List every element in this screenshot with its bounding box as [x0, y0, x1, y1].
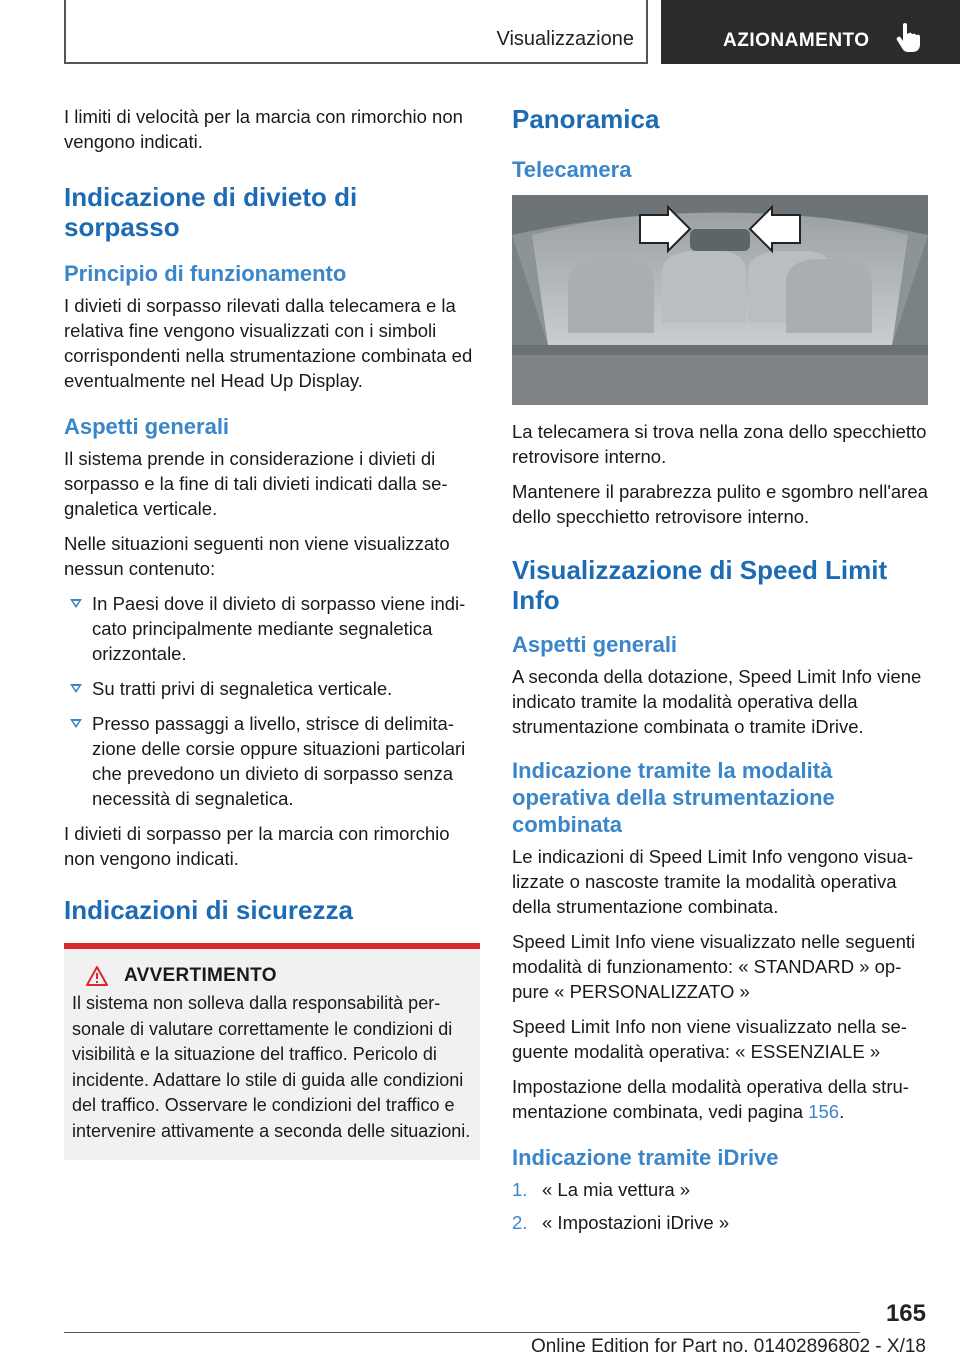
list-item: 2. « Impostazioni iDrive »: [512, 1212, 730, 1233]
warning-title: AVVERTIMENTO: [124, 965, 277, 986]
trailer-paragraph: I divieti di sorpasso per la marcia con rimorchio non vengono indicati.: [64, 823, 450, 869]
camera-clean-paragraph: Mantenere il parabrezza pulito e sgombro nell'area dello specchietto retrovisore interno.: [512, 481, 928, 527]
general-paragraph-right: A seconda della dotazione, Speed Limit Info viene indicato tramite la modalità operativa della strumentazione combinata o tramite iDrive.: [512, 666, 922, 737]
mode-paragraph-1: Le indicazioni di Speed Limit Info vengono visualizzate o nascoste tramite la modalità operativa della strumentazione combinata.: [512, 846, 914, 917]
warning-box: [64, 943, 480, 1160]
heading-mode: Indicazione tramite la modalità operativa della strumentazione combinata: [512, 758, 835, 837]
heading-safety: Indicazioni di sicurezza: [64, 895, 353, 925]
heading-speed-limit: Visualizzazione di Speed Limit Info: [512, 555, 888, 615]
camera-location-paragraph: La telecamera si trova nella zona dello specchietto retrovisore interno.: [512, 421, 927, 467]
triangle-bullet-icon: [70, 719, 82, 728]
page-number: 165: [885, 1300, 926, 1327]
heading-overtaking: Indicazione di divieto di sorpasso: [64, 182, 358, 242]
heading-camera: Telecamera: [512, 157, 632, 182]
heading-general-right: Aspetti generali: [512, 632, 678, 657]
warning-header: [72, 965, 472, 987]
mode-paragraph-3: Speed Limit Info non viene visualizzato nella seguente modalità operativa: « ESSENZIALE »: [512, 1016, 907, 1062]
warning-text: Il sistema non solleva dalla responsabilità personale di valutare correttamente le condizioni di visibilità e la situazione del traffico. Pericolo di incidente. Adattare lo stile di guida alle condizioni del traffico. Osservare le condizioni del traffico e intervenire attivamente a seconda delle situazioni.: [72, 993, 471, 1141]
list-item: 1. « La mia vettura »: [512, 1179, 691, 1200]
right-column: [512, 104, 928, 1243]
triangle-bullet-icon: [70, 599, 82, 608]
triangle-bullet-icon: [70, 684, 82, 693]
header-chapter-label: AZIONAMENTO: [723, 30, 870, 51]
general-paragraph-left: Il sistema prende in considerazione i divieti di sorpasso e la fine di tali divieti indicati dalla segnaletica verticale.: [64, 448, 448, 519]
list-item: Presso passaggi a livello, strisce di delimitazione delle corsie oppure situazioni particolari che prevedono un divieto di sorpasso senza necessità di segnaletica.: [64, 711, 480, 811]
heading-overview: Panoramica: [512, 104, 660, 134]
pointing-hand-icon: [895, 22, 921, 52]
page-link[interactable]: 156: [808, 1101, 840, 1122]
list-item: In Paesi dove il divieto di sorpasso viene indicato principalmente mediante segnaletica orizzontale.: [64, 591, 480, 666]
mode-paragraph-2: Speed Limit Info viene visualizzato nelle seguenti modalità di funzionamento: « STANDARD » oppure « PERSONALIZZATO »: [512, 931, 916, 1002]
header-frame: [64, 0, 648, 64]
footer-divider: [64, 1332, 860, 1333]
footer-edition: Online Edition for Part no. 01402896802 - X/18: [530, 1336, 926, 1357]
intro-paragraph: I limiti di velocità per la marcia con rimorchio non vengono indicati.: [64, 106, 463, 152]
idrive-steps: [512, 1177, 928, 1235]
mode-paragraph-4: Impostazione della modalità operativa della strumentazione combinata, vedi pagina 156.: [512, 1076, 909, 1122]
principle-paragraph: I divieti di sorpasso rilevati dalla telecamera e la relativa fine vengono visualizzati con i simboli corrispondenti nella strumentazione combinata ed eventualmente nel Head Up Display.: [64, 295, 473, 391]
header-section-title: Visualizzazione: [496, 28, 634, 50]
warning-triangle-icon: [86, 966, 108, 986]
header-chapter-tab[interactable]: [661, 0, 960, 64]
heading-general-left: Aspetti generali: [64, 414, 230, 439]
situations-list: [64, 591, 480, 811]
left-column: [64, 104, 480, 1160]
camera-location-image: [512, 195, 928, 405]
list-item: Su tratti privi di segnaletica verticale.: [64, 676, 480, 701]
situations-paragraph: Nelle situazioni seguenti non viene visualizzato nessun contenuto:: [64, 533, 450, 579]
heading-idrive: Indicazione tramite iDrive: [512, 1145, 779, 1170]
heading-principle: Principio di funzionamento: [64, 261, 347, 286]
